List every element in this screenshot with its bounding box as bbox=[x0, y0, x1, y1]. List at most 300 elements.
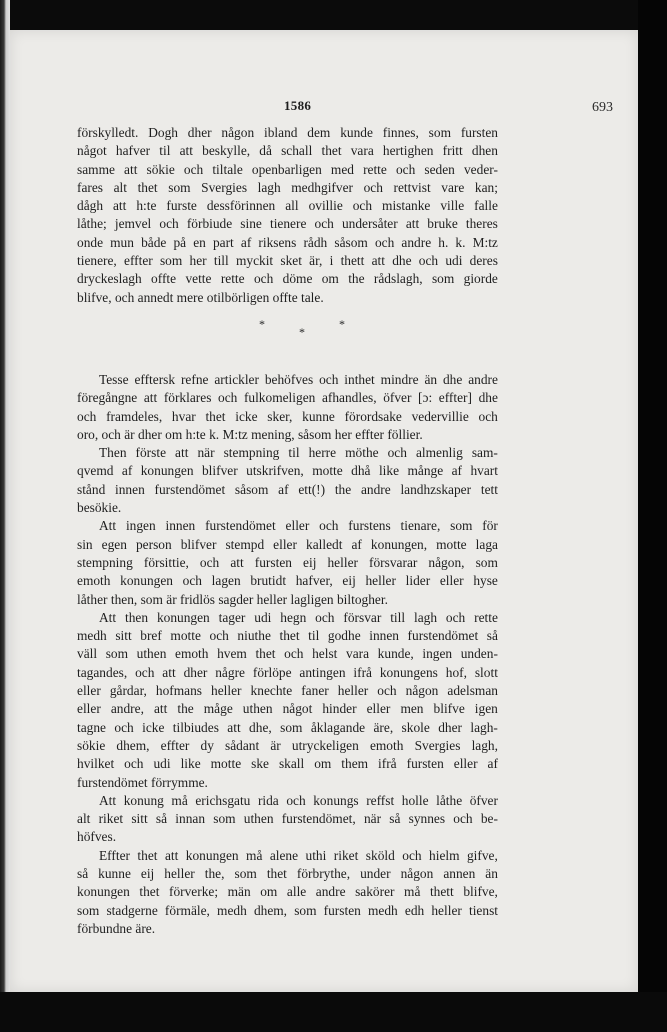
scan-right-border bbox=[638, 0, 667, 1032]
word: andre, bbox=[110, 701, 144, 717]
word: att bbox=[227, 719, 241, 735]
word: landhzskaper bbox=[400, 481, 472, 497]
word: och bbox=[402, 847, 422, 863]
word: och bbox=[453, 811, 473, 827]
word: en bbox=[193, 234, 206, 250]
word: mun bbox=[110, 234, 134, 250]
word: person bbox=[135, 536, 172, 552]
word: tienare, bbox=[400, 518, 441, 534]
word: föllier. bbox=[387, 426, 423, 442]
word: gifve, bbox=[466, 847, 498, 863]
text-line bbox=[77, 664, 498, 682]
word: och bbox=[387, 445, 407, 461]
word: fursten bbox=[460, 125, 498, 140]
word: dher bbox=[438, 719, 462, 735]
text-line bbox=[77, 179, 498, 197]
word: rettvist bbox=[393, 179, 431, 195]
word: riket bbox=[98, 811, 124, 827]
word: gårdar, bbox=[109, 683, 147, 699]
word: af bbox=[240, 234, 252, 250]
word: tienere bbox=[269, 216, 307, 232]
word: som bbox=[168, 179, 191, 195]
word: af bbox=[278, 481, 289, 497]
word: dy bbox=[200, 737, 214, 753]
word: höfves. bbox=[77, 829, 117, 845]
text-line bbox=[77, 792, 498, 810]
word: förrymme. bbox=[151, 774, 208, 790]
word: Att bbox=[99, 792, 117, 808]
word: som bbox=[294, 902, 317, 918]
word: och bbox=[286, 792, 306, 808]
word: dher bbox=[138, 426, 166, 442]
word: rette bbox=[220, 271, 245, 287]
scan-bottom-border bbox=[0, 992, 667, 1032]
word: och bbox=[395, 161, 416, 177]
word: dhe bbox=[478, 390, 498, 406]
word: än bbox=[424, 371, 438, 387]
word: eller bbox=[439, 573, 464, 589]
text-line bbox=[77, 645, 498, 663]
word: igen bbox=[474, 701, 498, 717]
word: förskylledt. bbox=[77, 125, 139, 140]
word: uthen bbox=[243, 811, 274, 827]
word: Att bbox=[99, 518, 117, 534]
text-line bbox=[77, 462, 498, 480]
word: adelsman bbox=[447, 683, 498, 699]
word: thet bbox=[279, 628, 300, 644]
word: emoth bbox=[369, 737, 404, 753]
word: sökie bbox=[146, 161, 175, 177]
word: be- bbox=[480, 811, 498, 827]
word: afhandles, bbox=[321, 390, 377, 406]
word: sin bbox=[77, 536, 93, 552]
word: konungen bbox=[120, 573, 173, 589]
word: och bbox=[253, 271, 274, 287]
word: rådh bbox=[303, 234, 328, 250]
word: hvart bbox=[470, 463, 498, 479]
word: thett bbox=[340, 253, 365, 269]
scan-left-edge bbox=[0, 0, 10, 1032]
word: och bbox=[319, 518, 339, 534]
word: ingen bbox=[125, 518, 156, 534]
word: som bbox=[450, 518, 473, 534]
word: thett bbox=[429, 884, 454, 900]
word: och bbox=[374, 234, 395, 250]
word: them bbox=[341, 756, 369, 772]
word: M:tz bbox=[472, 234, 498, 250]
word: förordsake bbox=[344, 408, 402, 424]
word: motte bbox=[170, 628, 201, 644]
word: så bbox=[77, 865, 89, 881]
word: godhe bbox=[327, 628, 361, 644]
word: bruke bbox=[427, 216, 458, 232]
word: til bbox=[308, 628, 320, 644]
word: döme bbox=[282, 271, 313, 287]
word: måge bbox=[203, 701, 233, 717]
word: heller bbox=[431, 902, 462, 918]
word: om bbox=[165, 426, 186, 442]
word: och bbox=[218, 390, 238, 406]
word: innen bbox=[369, 628, 399, 644]
word: kunne bbox=[98, 865, 131, 881]
word: på bbox=[173, 234, 187, 250]
word: hinder bbox=[322, 701, 357, 717]
word: inthet bbox=[344, 371, 375, 387]
word: hyse bbox=[473, 573, 498, 589]
word: k. bbox=[209, 426, 223, 442]
text-line bbox=[77, 252, 498, 270]
word: öfver bbox=[383, 390, 412, 406]
word: eller bbox=[285, 518, 310, 534]
word: och bbox=[77, 408, 97, 424]
word: och bbox=[209, 628, 229, 644]
text-line bbox=[77, 609, 498, 627]
word: till bbox=[213, 253, 229, 269]
word: efftersk bbox=[134, 371, 176, 387]
word: thet bbox=[255, 646, 276, 662]
word: af bbox=[451, 463, 463, 479]
word: laga bbox=[475, 536, 498, 552]
word: när bbox=[363, 811, 382, 827]
word: och bbox=[182, 573, 202, 589]
word: icke bbox=[142, 719, 165, 735]
word: sagder bbox=[218, 591, 257, 607]
word: uthen bbox=[242, 701, 273, 717]
word: och bbox=[418, 253, 439, 269]
word: h:te bbox=[136, 198, 157, 214]
word: att bbox=[153, 701, 168, 717]
text-line bbox=[77, 371, 498, 389]
running-head-year: 1586 bbox=[284, 98, 312, 113]
word: jemvel bbox=[114, 216, 152, 232]
word: skall bbox=[278, 756, 305, 772]
word: Effter bbox=[99, 847, 130, 863]
word: then bbox=[125, 609, 149, 625]
text-line bbox=[77, 902, 498, 920]
word: ville bbox=[440, 198, 465, 214]
word: eij bbox=[140, 865, 155, 881]
word: thet bbox=[266, 865, 287, 881]
word: förverke; bbox=[169, 884, 219, 900]
word: med bbox=[330, 161, 354, 177]
word: månge bbox=[407, 463, 444, 479]
text-line bbox=[77, 554, 498, 572]
word: och bbox=[284, 646, 304, 662]
word: är bbox=[124, 426, 138, 442]
word: förlöpe bbox=[252, 664, 292, 680]
text-line bbox=[77, 426, 498, 444]
word: bref bbox=[140, 628, 162, 644]
word: och bbox=[315, 609, 335, 625]
word: seden bbox=[424, 161, 455, 177]
word: ifrå bbox=[353, 664, 372, 680]
word: vette bbox=[185, 271, 212, 287]
asterism-star: * bbox=[339, 316, 345, 331]
word: hvar bbox=[171, 408, 196, 424]
word: försittie, bbox=[143, 554, 189, 570]
text-line bbox=[77, 444, 498, 462]
word: åklagande bbox=[310, 719, 366, 735]
word: konungen bbox=[185, 847, 239, 863]
word: så bbox=[486, 628, 498, 644]
word: stempd bbox=[225, 536, 265, 552]
word: ske bbox=[251, 756, 269, 772]
word: som bbox=[213, 811, 236, 827]
word: som bbox=[105, 646, 129, 662]
word: någon bbox=[221, 125, 255, 140]
word: all bbox=[285, 198, 299, 214]
word: som bbox=[234, 865, 257, 881]
word: almenlig bbox=[415, 445, 463, 461]
word: thet bbox=[139, 884, 160, 900]
word: [ɔ: bbox=[418, 390, 433, 406]
word: falle bbox=[474, 198, 498, 214]
word: effter] bbox=[438, 390, 472, 406]
word: i bbox=[329, 253, 334, 269]
word: vare bbox=[441, 179, 465, 195]
word: låthe; bbox=[77, 216, 107, 232]
word: lagh, bbox=[471, 737, 498, 753]
word: blifve bbox=[433, 701, 465, 717]
word: ibland bbox=[263, 125, 298, 140]
word: sker, bbox=[267, 408, 293, 424]
word: lagen bbox=[211, 573, 241, 589]
word: tienere, bbox=[77, 253, 117, 269]
word: fritt bbox=[442, 143, 463, 159]
word: är, bbox=[309, 253, 323, 269]
paragraph-section-2 bbox=[77, 371, 498, 938]
word: af bbox=[487, 756, 498, 772]
word: motte bbox=[312, 463, 343, 479]
word: är bbox=[166, 591, 181, 607]
text-line bbox=[77, 289, 498, 307]
word: effter bbox=[355, 426, 388, 442]
word: eij bbox=[303, 554, 317, 570]
word: lagh- bbox=[470, 719, 498, 735]
word: dhå bbox=[351, 463, 371, 479]
word: furstendömet bbox=[407, 628, 479, 644]
word: än bbox=[485, 865, 498, 881]
paragraph-section-1 bbox=[77, 124, 498, 307]
text-line bbox=[77, 627, 498, 645]
word: konungs bbox=[313, 792, 359, 808]
word: sköld bbox=[365, 847, 395, 863]
word: att bbox=[124, 161, 138, 177]
word: förklares bbox=[163, 390, 212, 406]
word: eller bbox=[366, 701, 391, 717]
word: alt bbox=[113, 179, 127, 195]
word: synnes bbox=[408, 811, 446, 827]
word: om bbox=[314, 756, 332, 772]
word: kunde bbox=[340, 125, 373, 140]
word: och bbox=[363, 179, 383, 195]
word: förmäle, bbox=[164, 902, 210, 918]
word: konungen bbox=[77, 884, 130, 900]
word: sine bbox=[240, 216, 262, 232]
word: män bbox=[227, 884, 251, 900]
word: heller bbox=[211, 683, 242, 699]
word: furstendömet, bbox=[281, 811, 356, 827]
word: om bbox=[321, 271, 339, 287]
word: under bbox=[360, 865, 391, 881]
word: ovillie bbox=[308, 198, 343, 214]
word: hvilket bbox=[77, 756, 115, 772]
word: medhgifver bbox=[291, 179, 353, 195]
word: och bbox=[159, 216, 179, 232]
word: andre bbox=[401, 234, 432, 250]
word: äre. bbox=[135, 920, 156, 936]
word: dhen bbox=[471, 143, 498, 159]
word: beskylle, bbox=[202, 143, 251, 159]
word: försvarar bbox=[369, 554, 418, 570]
word: och bbox=[124, 756, 144, 772]
word: offte bbox=[151, 271, 177, 287]
word: hafver, bbox=[295, 573, 333, 589]
word: är bbox=[270, 737, 281, 753]
word: eller bbox=[273, 536, 297, 552]
word: om bbox=[260, 884, 278, 900]
word: part bbox=[212, 234, 234, 250]
text-line bbox=[77, 234, 498, 252]
word: openbarligen bbox=[251, 161, 322, 177]
word: stånd bbox=[77, 481, 106, 497]
word: unden- bbox=[460, 646, 498, 662]
word: motte bbox=[210, 756, 242, 772]
word: må bbox=[171, 792, 188, 808]
word: något bbox=[77, 143, 107, 159]
word: qvemd bbox=[77, 463, 114, 479]
word: när bbox=[197, 445, 215, 461]
word: vara bbox=[350, 143, 374, 159]
word: och bbox=[183, 161, 204, 177]
word: the bbox=[177, 701, 194, 717]
word: udi bbox=[254, 609, 272, 625]
word: uthen bbox=[136, 646, 167, 662]
word: brutidt bbox=[250, 573, 287, 589]
word: kan; bbox=[474, 179, 498, 195]
word: motte bbox=[436, 536, 467, 552]
word: blifve, bbox=[77, 289, 115, 305]
word: besökie. bbox=[77, 500, 122, 516]
text-line bbox=[77, 536, 498, 554]
word: giorde bbox=[463, 271, 498, 287]
word: som bbox=[280, 719, 303, 735]
word: dessförinnen bbox=[206, 198, 276, 214]
word: låthe bbox=[436, 792, 463, 808]
word: tett bbox=[480, 481, 498, 497]
word: antingen bbox=[299, 664, 346, 680]
word: som bbox=[140, 591, 167, 607]
word: andre bbox=[468, 371, 498, 387]
word: som bbox=[159, 253, 183, 269]
word: emoth bbox=[77, 573, 111, 589]
word: hegn bbox=[280, 609, 307, 625]
word: som bbox=[475, 554, 498, 570]
word: andre bbox=[360, 481, 391, 497]
word: och bbox=[114, 719, 134, 735]
word: eller bbox=[453, 756, 478, 772]
word: och bbox=[114, 289, 138, 305]
word: att bbox=[230, 554, 244, 570]
word: konung bbox=[123, 792, 164, 808]
word: någon, bbox=[428, 554, 465, 570]
word: til bbox=[159, 143, 171, 159]
word: theres bbox=[465, 216, 498, 232]
asterism-star: * bbox=[259, 316, 265, 331]
word: eller bbox=[77, 683, 101, 699]
word: att bbox=[175, 445, 189, 461]
word: the bbox=[348, 271, 365, 287]
word: och bbox=[101, 426, 125, 442]
word: att bbox=[162, 664, 176, 680]
text-line bbox=[77, 517, 498, 535]
word: riksens bbox=[258, 234, 297, 250]
word: reffst bbox=[366, 792, 395, 808]
word: så bbox=[155, 811, 168, 827]
word: her bbox=[189, 253, 207, 269]
text-line bbox=[77, 161, 498, 179]
word: myckit bbox=[235, 253, 274, 269]
word: både bbox=[141, 234, 167, 250]
text-line bbox=[77, 389, 498, 407]
word: blifver bbox=[201, 463, 238, 479]
word: sitt bbox=[131, 811, 148, 827]
word: otilbörligen bbox=[206, 289, 273, 305]
word: förbundne bbox=[77, 920, 136, 936]
word: utskrifven, bbox=[246, 463, 304, 479]
word: hofmans bbox=[155, 683, 202, 699]
word: att bbox=[112, 198, 127, 214]
word: framdeles, bbox=[106, 408, 163, 424]
word: medh bbox=[77, 628, 107, 644]
word: medh bbox=[367, 902, 398, 918]
word: att bbox=[143, 390, 158, 406]
text-line bbox=[77, 215, 498, 233]
word: mindre bbox=[380, 371, 419, 387]
word: furstendömet bbox=[205, 518, 276, 534]
word: vedervillie bbox=[411, 408, 469, 424]
word: riket bbox=[333, 847, 359, 863]
text-line bbox=[77, 847, 498, 865]
word: niuthe bbox=[237, 628, 271, 644]
word: lagh bbox=[413, 609, 438, 625]
word: udi bbox=[445, 253, 463, 269]
word: refne bbox=[180, 371, 209, 387]
word: sådant bbox=[225, 737, 260, 753]
text-line bbox=[77, 755, 498, 773]
word: thet bbox=[137, 179, 158, 195]
word: föregångne bbox=[77, 390, 138, 406]
word: the bbox=[334, 481, 352, 497]
word: förste bbox=[135, 445, 167, 461]
word: Tesse bbox=[99, 371, 129, 387]
word: Att bbox=[99, 609, 117, 625]
word: egen bbox=[101, 536, 127, 552]
word: förbrythe, bbox=[296, 865, 351, 881]
word: konungen bbox=[156, 609, 210, 625]
word: alle bbox=[286, 884, 307, 900]
word: hafver bbox=[115, 143, 151, 159]
word: och bbox=[314, 216, 334, 232]
word: förbiude bbox=[186, 216, 233, 232]
word: tagandes, bbox=[77, 664, 128, 680]
text-line bbox=[77, 774, 498, 792]
text-line bbox=[77, 920, 498, 938]
word: att bbox=[405, 216, 420, 232]
word: hof, bbox=[445, 664, 467, 680]
word: någon bbox=[405, 683, 439, 699]
word: thet bbox=[321, 143, 342, 159]
